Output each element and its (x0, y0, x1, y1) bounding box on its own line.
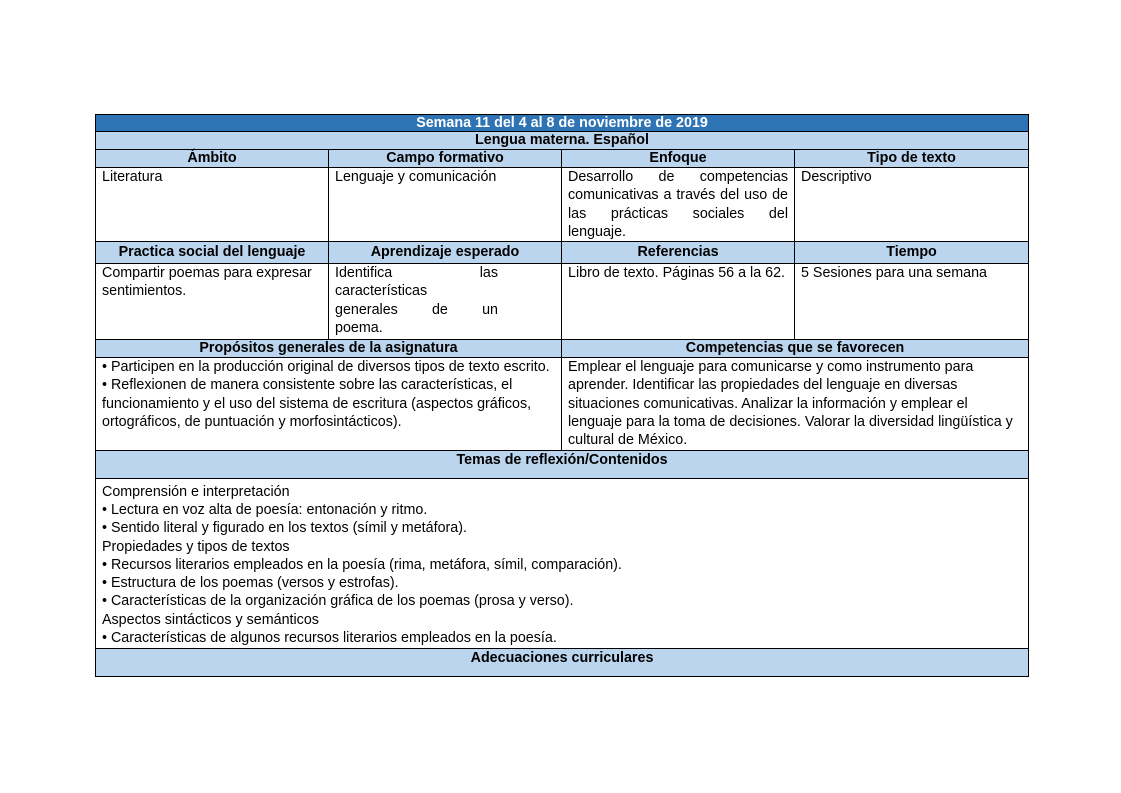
tema-line: Propiedades y tipos de textos (102, 538, 290, 555)
cell-ambito: Literatura (96, 168, 329, 242)
header-ambito: Ámbito (96, 150, 329, 168)
header-aprendizaje-esperado: Aprendizaje esperado (329, 242, 562, 264)
cell-enfoque: Desarrollo de competencias comunicativas a través del uso de las prácticas sociales del lenguaje. (562, 168, 795, 242)
header-temas: Temas de reflexión/Contenidos (96, 450, 1029, 478)
header-practica-social: Practica social del lenguaje (96, 242, 329, 264)
header-propositos: Propósitos generales de la asignatura (96, 340, 562, 358)
cell-temas (96, 478, 1029, 648)
temas-list (102, 483, 1022, 648)
cell-competencias: Emplear el lenguaje para comunicarse y como instrumento para aprender. Identificar las propiedades del lenguaje en diversas situaciones comunicativas. Analizar la información y emplear el lenguaje para la toma de decisiones. Valorar la diversidad lingüística y cultural de México. (562, 358, 1029, 450)
proposito-item: • Participen en la producción original de diversos tipos de texto escrito. (102, 359, 550, 376)
header-tipo-texto: Tipo de texto (795, 150, 1029, 168)
header-competencias: Competencias que se favorecen (562, 340, 1029, 358)
cell-propositos (96, 358, 562, 450)
tema-line: • Lectura en voz alta de poesía: entonación y ritmo. (102, 501, 428, 518)
aprendizaje-line: poema. (335, 320, 383, 337)
header-campo-formativo: Campo formativo (329, 150, 562, 168)
cell-practica-social: Compartir poemas para expresar sentimientos. (96, 264, 329, 340)
week-title: Semana 11 del 4 al 8 de noviembre de 2019 (96, 115, 1029, 132)
header-adecuaciones: Adecuaciones curriculares (96, 648, 1029, 676)
tema-line: • Estructura de los poemas (versos y estrofas). (102, 575, 399, 592)
header-enfoque: Enfoque (562, 150, 795, 168)
lesson-plan-table (95, 114, 1029, 677)
tema-line: • Características de la organización gráfica de los poemas (prosa y verso). (102, 593, 574, 610)
aprendizaje-line: características (335, 283, 428, 300)
header-referencias: Referencias (562, 242, 795, 264)
cell-tiempo: 5 Sesiones para una semana (795, 264, 1029, 340)
proposito-item: • Reflexionen de manera consistente sobre las características, el funcionamiento y el uso del sistema de escritura (aspectos gráficos, ortográficos, de puntuación y morfosintácticos). (102, 377, 532, 431)
cell-aprendizaje-esperado (329, 264, 562, 340)
cell-referencias: Libro de texto. Páginas 56 a la 62. (562, 264, 795, 340)
tema-line: • Recursos literarios empleados en la poesía (rima, metáfora, símil, comparación). (102, 556, 622, 573)
tema-line: • Características de algunos recursos literarios empleados en la poesía. (102, 630, 557, 647)
subject-title: Lengua materna. Español (96, 132, 1029, 150)
tema-line: Comprensión e interpretación (102, 483, 290, 500)
cell-tipo-texto: Descriptivo (795, 168, 1029, 242)
cell-campo-formativo: Lenguaje y comunicación (329, 168, 562, 242)
aprendizaje-line: generales de un (335, 301, 498, 318)
header-tiempo: Tiempo (795, 242, 1029, 264)
tema-line: Aspectos sintácticos y semánticos (102, 611, 319, 628)
tema-line: • Sentido literal y figurado en los textos (símil y metáfora). (102, 520, 467, 537)
aprendizaje-line: Identifica las (335, 265, 498, 282)
